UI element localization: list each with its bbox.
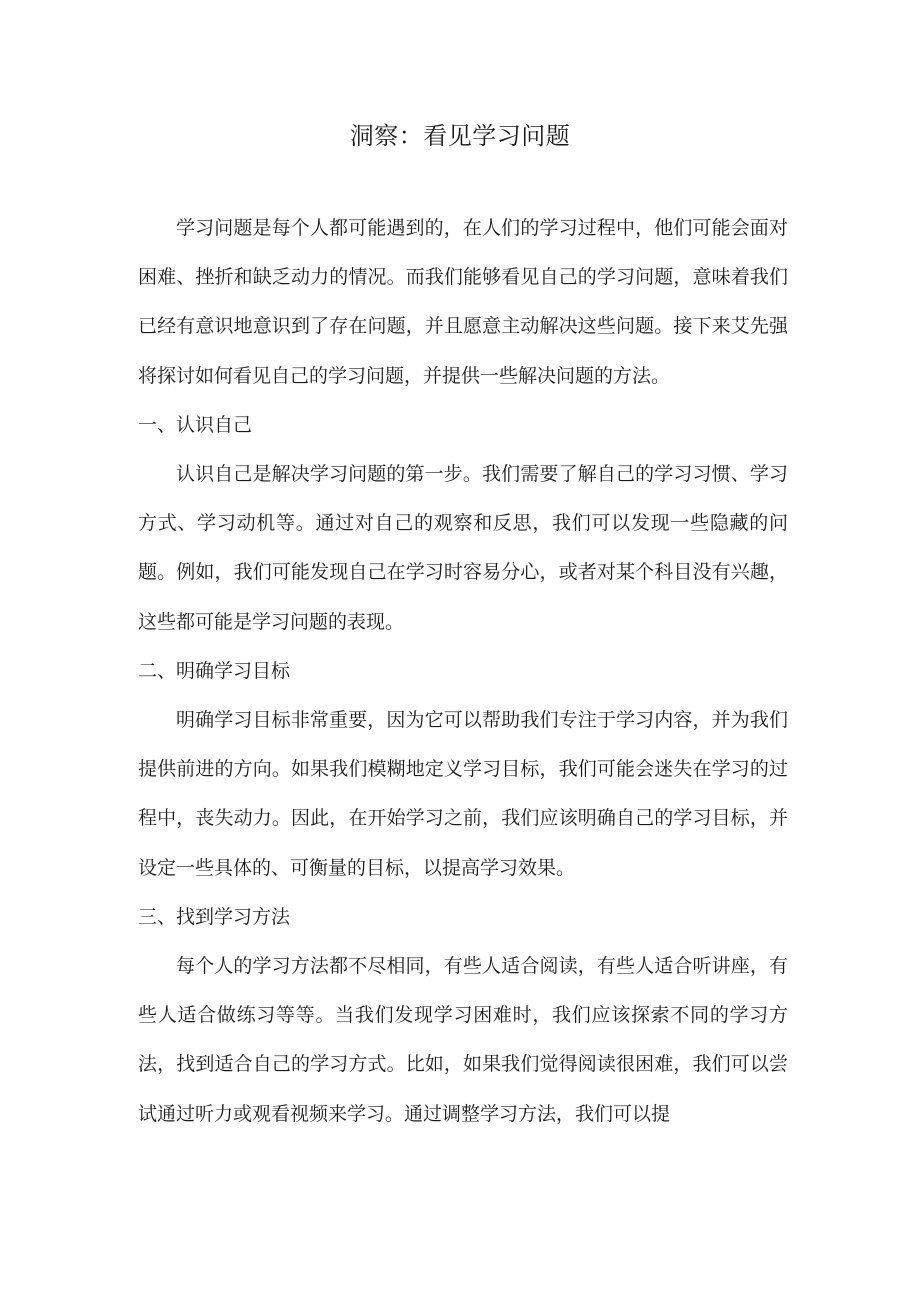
section-paragraph-learning-methods: 每个人的学习方法都不尽相同，有些人适合阅读，有些人适合听讲座，有些人适合做练习等等。当我们发现学习困难时，我们应该探索不同的学习方法，找到适合自己的学习方式。比如，如果我们觉得阅读很困难，我们可以尝试通过听力或观看视频来学习。通过调整学习方法，我们可以提 <box>138 955 788 1125</box>
intro-paragraph: 学习问题是每个人都可能遇到的，在人们的学习过程中，他们可能会面对困难、挫折和缺乏动力的情况。而我们能够看见自己的学习问题，意味着我们已经有意识地意识到了存在问题，并且愿意主动解决这些问题。接下来艾先强将探讨如何看见自己的学习问题，并提供一些解决问题的方法。 <box>138 217 788 387</box>
section-heading-learning-methods: 三、找到学习方法 <box>138 905 291 928</box>
section-paragraph-know-yourself: 认识自己是解决学习问题的第一步。我们需要了解自己的学习习惯、学习方式、学习动机等。通过对自己的观察和反思，我们可以发现一些隐藏的问题。例如，我们可能发现自己在学习时容易分心，或者对某个科目没有兴趣，这些都可能是学习问题的表现。 <box>138 463 788 633</box>
section-heading-learning-goals: 二、明确学习目标 <box>138 659 291 682</box>
section-heading-know-yourself: 一、认识自己 <box>138 413 253 436</box>
document-body <box>138 204 788 1139</box>
page-title: 洞察：看见学习问题 <box>349 122 571 150</box>
section-paragraph-learning-goals: 明确学习目标非常重要，因为它可以帮助我们专注于学习内容，并为我们提供前进的方向。如果我们模糊地定义学习目标，我们可能会迷失在学习的过程中，丧失动力。因此，在开始学习之前，我们应该明确自己的学习目标，并设定一些具体的、可衡量的目标，以提高学习效果。 <box>138 709 788 879</box>
